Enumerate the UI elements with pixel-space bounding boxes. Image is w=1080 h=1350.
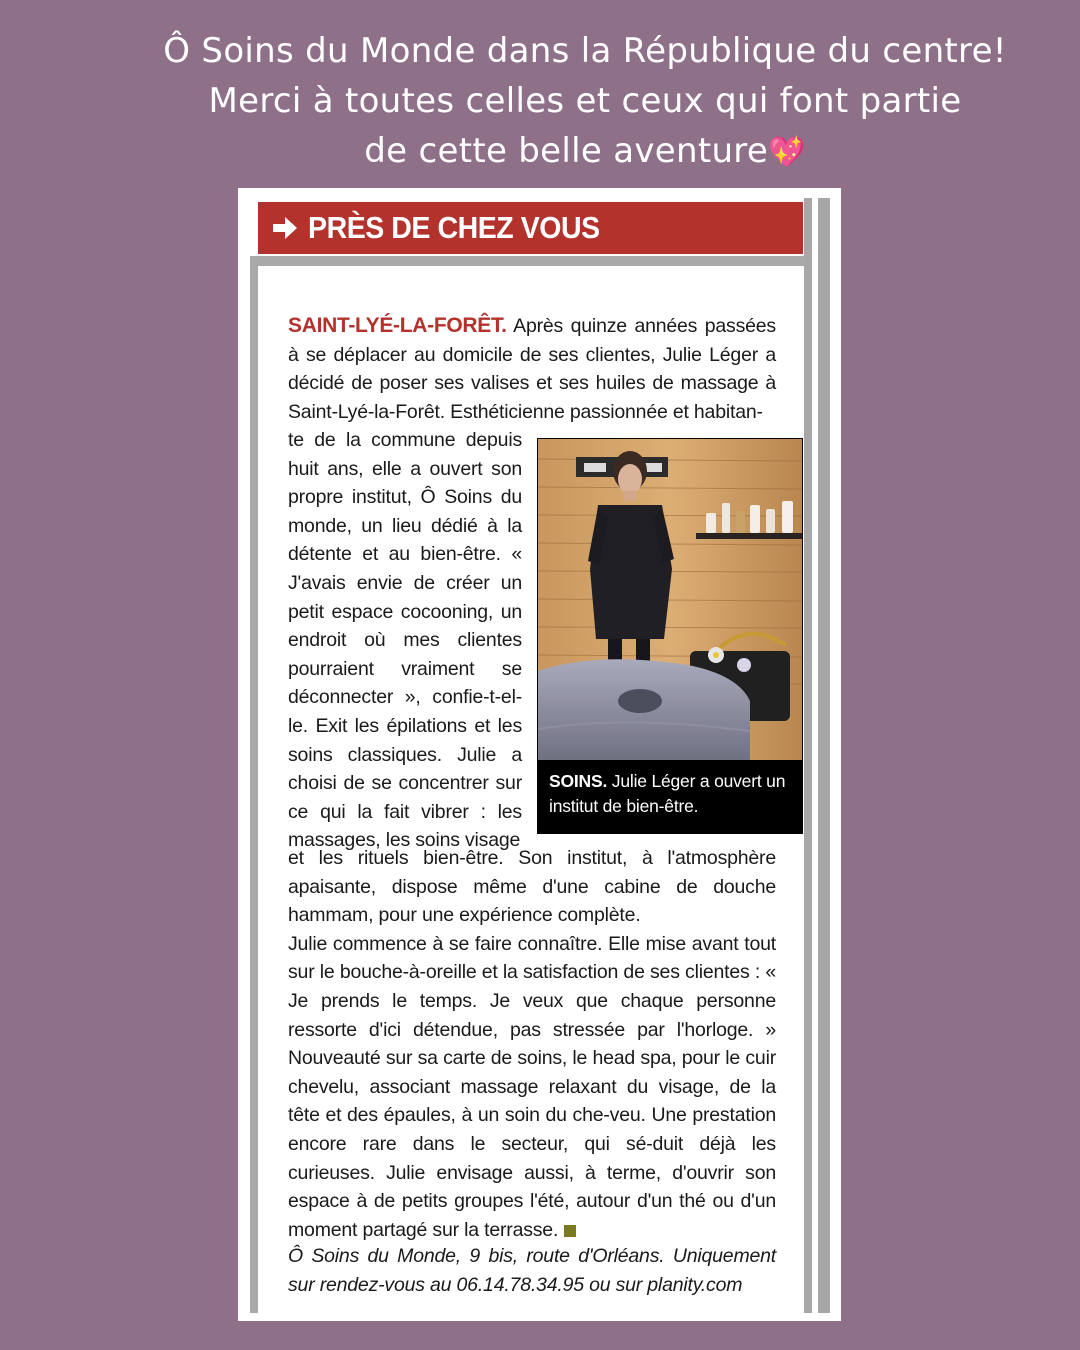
caption-line-3-text: de cette belle aventure bbox=[364, 131, 769, 171]
section-title: PRÈS DE CHEZ VOUS bbox=[308, 210, 600, 245]
sparkling-heart-icon: 💖 bbox=[768, 135, 806, 170]
photo-caption-text: Julie Léger a ouvert un institut de bien-être. bbox=[549, 771, 786, 816]
section-banner bbox=[258, 202, 803, 254]
caption-line-2: Merci à toutes celles et ceux qui font partie bbox=[208, 81, 962, 121]
article-photo bbox=[537, 438, 803, 834]
caption-line-1: Ô Soins du Monde dans la République du centre! bbox=[163, 31, 1007, 71]
newspaper-clipping bbox=[238, 188, 841, 1321]
body-text-2: Julie commence à se faire connaître. Elle mise avant tout sur le bouche-à-oreille et la satisfaction de ses clientes : « Je prends le temps. Je veux que chaque personne ressorte d'ici détendue, pas stressée par l'horloge. » Nouveauté sur sa carte de soins, le head spa, pour le cuir chevelu, associant massage relaxant du visage, de la tête et des épaules, à un soin du che-veu. Une prestation encore rare dans le secteur, qui sé-duit déjà les curieuses. Julie envisage aussi, à terme, d'ouvrir son espace à de petits groupes l'été, autour d'un thé ou d'un moment partagé sur la terrasse. bbox=[288, 932, 776, 1241]
article-intro bbox=[288, 312, 776, 426]
column-rule-left bbox=[250, 256, 258, 1313]
article-address: Ô Soins du Monde, 9 bis, route d'Orléans. Uniquement sur rendez-vous au 06.14.78.34.95 ou sur planity.com bbox=[288, 1245, 776, 1296]
post-caption bbox=[60, 26, 1080, 178]
column-rule-top bbox=[250, 256, 806, 266]
column-rule-right bbox=[804, 198, 830, 1313]
end-mark-icon bbox=[564, 1225, 576, 1237]
intro-text: Après quinze années passées à se déplacer au domicile de ses clientes, Julie Léger a décidé de poser ses valises et ses huiles de massage à Saint-Lyé-la-Forêt. Esthéticienne passionnée et habitan- bbox=[288, 315, 776, 423]
article-kicker: SAINT-LYÉ-LA-FORÊT. bbox=[288, 314, 507, 337]
caption-line-3 bbox=[60, 126, 1080, 178]
article-body bbox=[258, 266, 803, 1313]
article-column-text: te de la commune depuis huit ans, elle a ouvert son propre institut, Ô Soins du monde, un lieu dédié à la détente et au bien-être. « J'avais envie de créer un petit espace cocooning, un endroit où mes clientes pourraient vraiment se déconnecter », confie-t-el-le. Exit les épilations et les soins classiques. Julie a choisi de se concentrer sur ce qui la fait vibrer : les massages, les soins visage bbox=[288, 429, 522, 852]
institute-photo bbox=[538, 439, 802, 760]
photo-caption bbox=[549, 769, 795, 819]
article-body-text bbox=[288, 844, 776, 1244]
body-text-1: et les rituels bien-être. Son institut, à l'atmosphère apaisante, dispose même d'une cabine de douche hammam, pour une expérience complète. bbox=[288, 847, 776, 927]
arrow-right-icon bbox=[270, 213, 300, 243]
photo-caption-kicker: SOINS. bbox=[549, 771, 608, 791]
